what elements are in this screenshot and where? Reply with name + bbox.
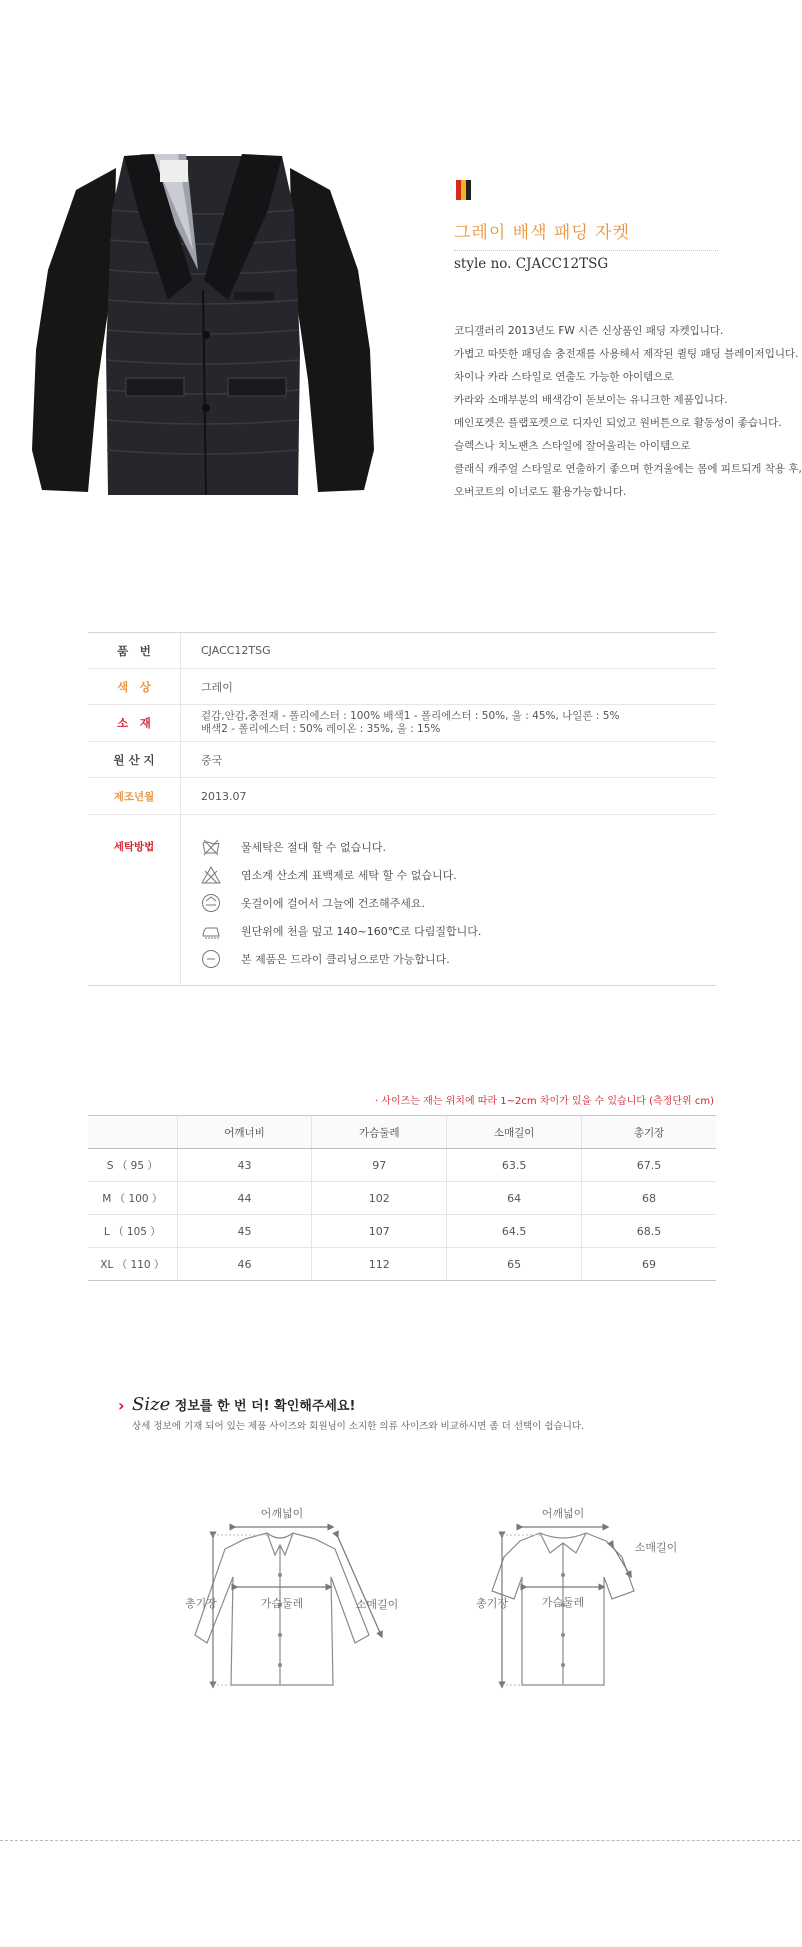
spec-value: 2013.07 <box>201 789 247 803</box>
size-cell: 43 <box>177 1149 312 1182</box>
long-sleeve-shirt-diagram <box>185 1495 415 1705</box>
bottom-divider <box>0 1840 800 1841</box>
care-item <box>201 861 716 889</box>
spec-row-made-date <box>88 778 716 815</box>
size-table-header <box>88 1116 716 1149</box>
spec-row-item-no <box>88 632 716 669</box>
size-cell: 97 <box>312 1149 447 1182</box>
material-line: 겉감,안감,충전재 - 폴리에스터 : 100% 배색1 - 폴리에스터 : 50%, 울 : 45%, 나일론 : 5% <box>201 710 620 722</box>
care-item <box>201 945 716 973</box>
size-cell: 68 <box>582 1182 716 1215</box>
size-row <box>88 1215 716 1248</box>
care-list <box>181 815 716 985</box>
spec-label: 제조년월 <box>88 778 181 814</box>
care-item <box>201 889 716 917</box>
size-cell: 69 <box>582 1248 716 1281</box>
spec-table <box>88 632 716 986</box>
size-guide-title-size: Size <box>132 1394 171 1415</box>
care-item <box>201 917 716 945</box>
spec-label: 소 재 <box>88 705 181 741</box>
spec-row-origin <box>88 742 716 778</box>
description-line: 오버코트의 이너로도 활용가능합니다. <box>454 486 627 498</box>
size-row <box>88 1248 716 1281</box>
size-cell: 64.5 <box>447 1215 582 1248</box>
product-title: 그레이 배색 패딩 자켓 <box>454 223 631 243</box>
size-header-cell: 어깨너비 <box>177 1116 312 1149</box>
spec-label: 색 상 <box>88 669 181 704</box>
description-line: 슬렉스나 치노팬츠 스타일에 잘어울리는 아이템으로 <box>454 440 691 452</box>
size-cell: 68.5 <box>582 1215 716 1248</box>
style-number: style no. CJACC12TSG <box>454 256 609 272</box>
description-line: 코디갤러리 2013년도 FW 시즌 신상품인 패딩 자켓입니다. <box>454 325 724 337</box>
product-jacket-image <box>28 150 378 510</box>
size-header-cell: 총기장 <box>582 1116 716 1149</box>
spec-row-material <box>88 705 716 742</box>
size-cell: 64 <box>447 1182 582 1215</box>
hang-dry-shade-icon <box>201 893 221 913</box>
care-text: 옷걸이에 걸어서 그늘에 건조해주세요. <box>241 897 426 910</box>
size-cell: 112 <box>312 1248 447 1281</box>
care-item <box>201 833 716 861</box>
care-text: 원단위에 천을 덮고 140~160℃로 다림질합니다. <box>241 925 482 938</box>
care-text: 물세탁은 절대 할 수 없습니다. <box>241 841 386 854</box>
description-line: 가볍고 따뜻한 패딩솜 충전재를 사용해서 제작된 퀼팅 패딩 블레이저입니다. <box>454 348 799 360</box>
spec-value: 그레이 <box>201 680 233 694</box>
spec-label: 세탁방법 <box>88 815 181 985</box>
size-guide-title-rest: 정보를 한 번 더! 확인해주세요! <box>170 1399 356 1414</box>
long-shoulder-label: 어깨넓이 <box>260 1507 304 1520</box>
spec-label: 원 산 지 <box>88 742 181 777</box>
product-description <box>454 320 802 504</box>
size-header-cell: 소매길이 <box>447 1116 582 1149</box>
size-cell: 107 <box>312 1215 447 1248</box>
iron-cloth-icon <box>201 921 221 941</box>
size-cell: 45 <box>177 1215 312 1248</box>
size-header-cell <box>88 1116 177 1149</box>
size-row <box>88 1149 716 1182</box>
brand-flag-icon <box>456 180 471 200</box>
size-row <box>88 1182 716 1215</box>
spec-value <box>181 705 716 741</box>
size-table <box>88 1115 716 1281</box>
short-length-label: 총기장 <box>476 1597 508 1610</box>
spec-value: 중국 <box>201 753 223 767</box>
size-header-cell: 가슴둘레 <box>312 1116 447 1149</box>
size-cell: 65 <box>447 1248 582 1281</box>
no-bleach-icon <box>201 865 221 885</box>
care-text: 염소계 산소계 표백제로 세탁 할 수 없습니다. <box>241 869 457 882</box>
size-cell: 44 <box>177 1182 312 1215</box>
spec-row-color <box>88 669 716 705</box>
no-wash-icon <box>201 837 221 857</box>
size-label: L （ 105 ） <box>88 1215 177 1248</box>
description-line: 차이나 카라 스타일로 연출도 가능한 아이템으로 <box>454 371 674 383</box>
description-line: 카라와 소매부분의 배색감이 돋보이는 유니크한 제품입니다. <box>454 394 728 406</box>
size-cell: 67.5 <box>582 1149 716 1182</box>
chevron-right-icon: › <box>118 1396 125 1415</box>
size-guide-title <box>132 1394 355 1415</box>
size-label: S （ 95 ） <box>88 1149 177 1182</box>
size-note: · 사이즈는 재는 위치에 따라 1~2cm 차이가 있을 수 있습니다 (측정단위 cm) <box>374 1096 714 1107</box>
short-shoulder-label: 어깨넓이 <box>541 1507 585 1520</box>
size-cell: 46 <box>177 1248 312 1281</box>
long-length-label: 총기장 <box>185 1597 217 1610</box>
spec-row-care <box>88 815 716 986</box>
spec-value: CJACC12TSG <box>201 644 271 657</box>
material-line: 배색2 - 폴리에스터 : 50% 레이온 : 35%, 울 : 15% <box>201 723 441 735</box>
care-text: 본 제품은 드라이 클리닝으로만 가능합니다. <box>241 953 450 966</box>
title-divider <box>454 250 718 251</box>
short-chest-label: 가슴둘레 <box>541 1596 585 1609</box>
size-label: XL （ 110 ） <box>88 1248 177 1281</box>
size-guide-description: 상세 정보에 기재 되어 있는 제품 사이즈와 회원님이 소지한 의류 사이즈와 비교하시면 좀 더 선택이 쉽습니다. <box>132 1421 585 1432</box>
dry-clean-only-icon <box>201 949 221 969</box>
short-sleeve-label: 소매길이 <box>634 1541 678 1554</box>
size-cell: 63.5 <box>447 1149 582 1182</box>
long-sleeve-label: 소매길이 <box>355 1598 399 1611</box>
long-chest-label: 가슴둘레 <box>260 1597 304 1610</box>
size-cell: 102 <box>312 1182 447 1215</box>
short-sleeve-shirt-diagram <box>476 1495 700 1705</box>
description-line: 클래식 캐주얼 스타일로 연출하기 좋으며 한겨울에는 몸에 피트되게 착용 후, <box>454 463 802 475</box>
spec-label: 품 번 <box>88 633 181 668</box>
size-label: M （ 100 ） <box>88 1182 177 1215</box>
description-line: 메인포켓은 플랩포켓으로 디자인 되었고 원버튼으로 활동성이 좋습니다. <box>454 417 782 429</box>
